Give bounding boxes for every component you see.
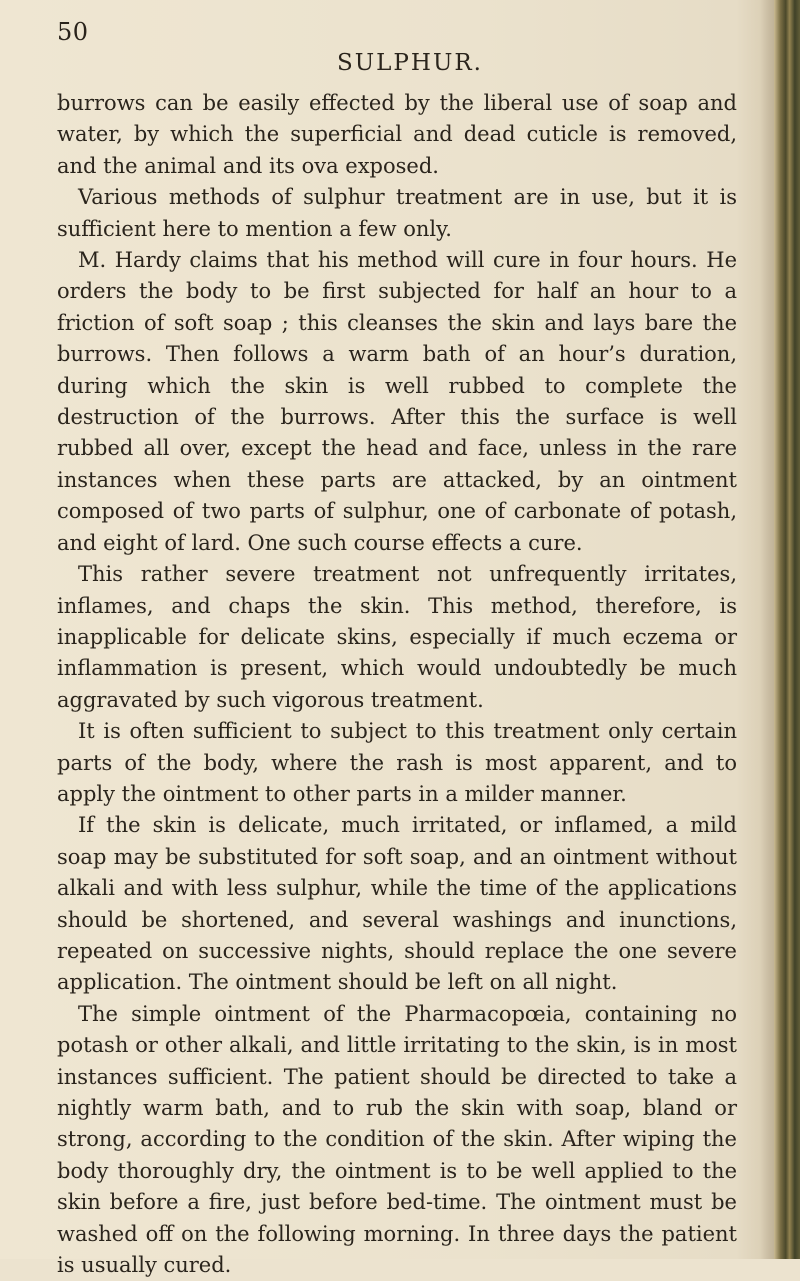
paragraph: M. Hardy claims that his method will cure in four hours. He orders the body to be first subjected for half an hour to a friction of soft soap ; this cleanses the skin and lays bare the burrows. Then follows a warm bath of an hour’s duration, during which the skin is well rubbed to complete the destruction of the burrows. After this the surface is well rubbed all over, except the head and face, unless in the rare instances when these parts are attacked, by an ointment composed of two parts of sulphur, one of carbonate of potash, and eight of lard. One such course effects a cure. <box>57 248 737 555</box>
book-spine-edge <box>774 0 800 1259</box>
running-head: SULPHUR. <box>337 50 483 76</box>
paragraph: This rather severe treatment not unfrequently irritates, inflames, and chaps the skin. This method, therefore, is inapplicable for delicate skins, especially if much eczema or inflammation is present, which would undoubtedly be much aggravated by such vigorous treatment. <box>57 562 737 712</box>
paragraph: Various methods of sulphur treatment are in use, but it is sufficient here to mention a few only. <box>57 185 737 241</box>
paragraph: It is often sufficient to subject to this treatment only certain parts of the body, where the rash is most apparent, and to apply the ointment to other parts in a milder manner. <box>57 719 737 806</box>
paragraph: If the skin is delicate, much irritated, or inflamed, a mild soap may be substituted for soft soap, and an ointment without alkali and with less sulphur, while the time of the applications should be shortened, and several washings and inunctions, repeated on successive nights, should replace the one severe application. The ointment should be left on all night. <box>57 813 737 995</box>
paragraph: The simple ointment of the Pharmacopœia, containing no potash or other alkali, and little irritating to the skin, is in most instances sufficient. The patient should be directed to take a nightly warm bath, and to rub the skin with soap, bland or strong, according to the condition of the skin. After wiping the body thoroughly dry, the ointment is to be well applied to the skin before a fire, just before bed-time. The ointment must be washed off on the following morning. In three days the patient is usually cured. <box>57 1001 737 1278</box>
page-number: 50 <box>57 18 89 46</box>
page-edge-shadow <box>760 0 774 1259</box>
body-text <box>57 88 737 1281</box>
paragraph: burrows can be easily effected by the liberal use of soap and water, by which the superficial and dead cuticle is removed, and the animal and its ova exposed. <box>57 91 737 178</box>
